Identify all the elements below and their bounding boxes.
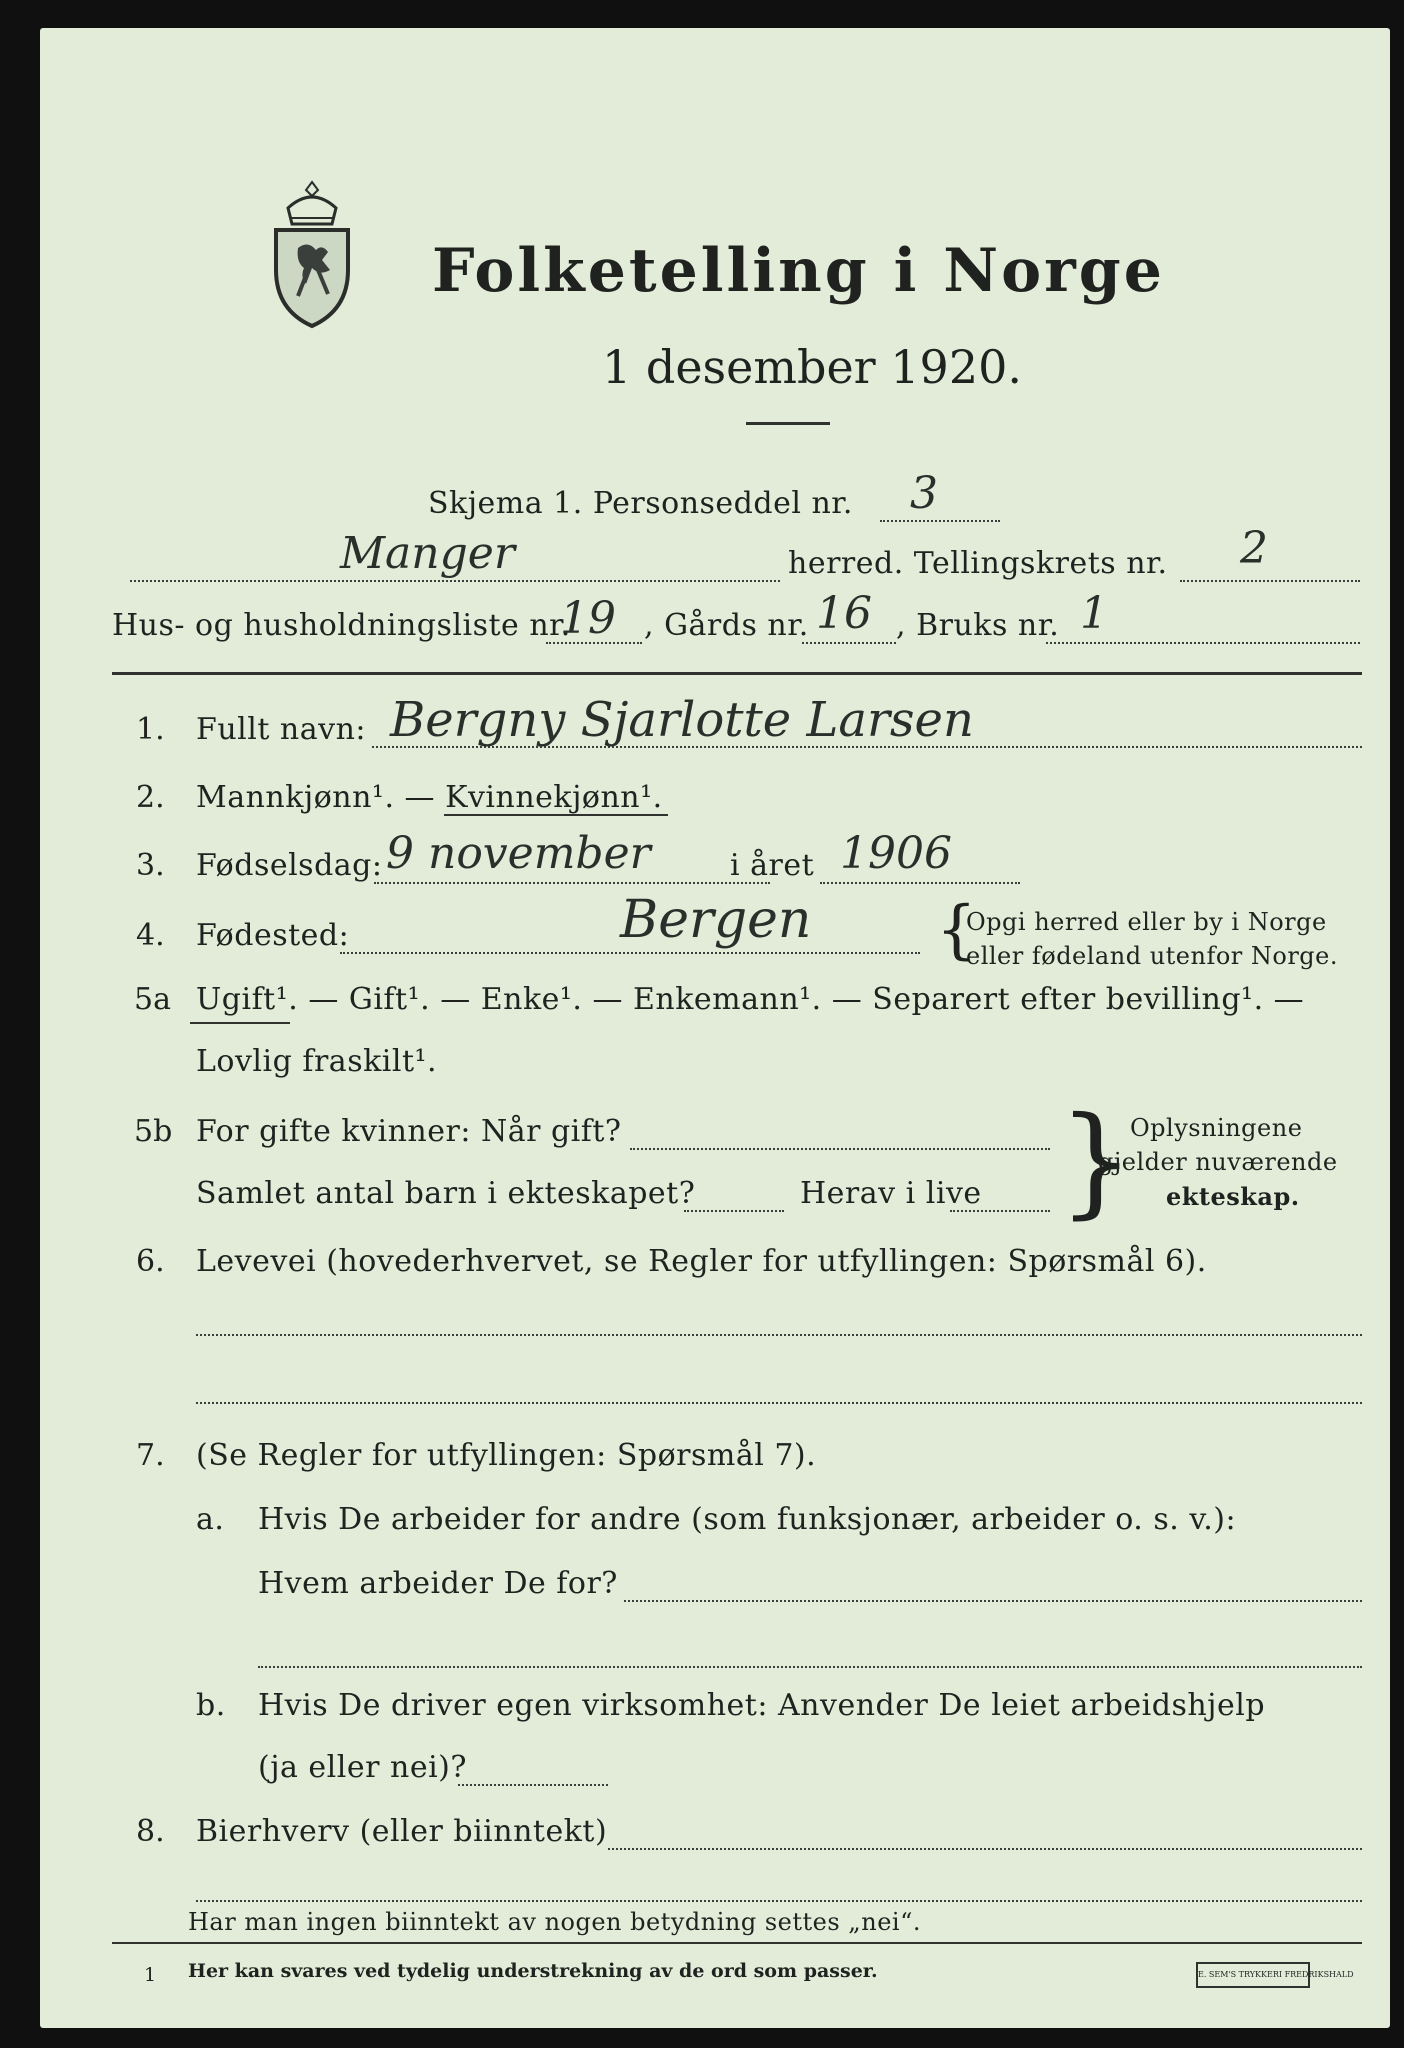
husholdningsliste-label: Hus- og husholdningsliste nr.: [112, 608, 571, 643]
ekteskap-note-3: ekteskap.: [1166, 1182, 1300, 1211]
herred-label: herred. Tellingskrets nr.: [788, 546, 1168, 581]
skjema-label: Skjema 1. Personseddel nr.: [428, 486, 853, 521]
fodested-note-2: eller fødeland utenfor Norge.: [966, 942, 1339, 970]
levevei-line-2: [196, 1402, 1362, 1404]
q7a-line-2: Hvem arbeider De for?: [258, 1566, 618, 1601]
printer-stamp: E. SEM'S TRYKKERI FREDRIKSHALD: [1196, 1962, 1310, 1988]
census-form: Folketelling i Norge 1 desember 1920. Skjema 1. Personseddel nr. 3 Manger herred. Tellingskrets nr. 2 Hus- og husholdningsliste nr. 19 , Gårds nr. 16 , Bruks nr. 1 1. Fullt navn: Bergny Sjarlotte Larsen 2. Mannkjønn¹. — Kvinnekjønn¹. 3. Fødselsdag: 9 november i året 1906 4. Fødested: Bergen { Opgi herred eller by i Norge eller fødeland utenfor Norge. 5a Ugift¹. — Gift¹. — Enke¹. — Enkemann¹. — Separert efter bevilling¹. — Lovlig fraskilt¹. 5b For gifte kvinner: Når gift? Samlet antal barn i ekteskapet? Herav i live } Oplysningene gjelder nuværende ekteskap. 6. Levevei (hovederhvervet, se Regler for utfyllingen: Spørsmål 6). 7. (Se Regler for utfyllingen: Spørsmål 7). a. Hvis De arbeider for andre (som funksjonær, arbeider o. s. v.): Hvem arbeider De for? b. Hvis De driver egen virksomhet: Anvender De leiet arbeidshjelp (ja eller nei)? 8. Bierhverv (eller biinntekt) Har man ingen biinntekt av nogen betydning settes „nei“. 1 Her kan svares ved tydelig understrekning av de ord som passer. E. SEM'S TRYKKERI FREDRIKSHALD: [40, 28, 1390, 2028]
bruks-label: , Bruks nr.: [896, 608, 1060, 643]
fullt-navn-label: Fullt navn:: [196, 712, 367, 747]
ugift-underline: [190, 1022, 290, 1024]
fodselsaar-value: 1906: [840, 828, 952, 879]
antal-barn-label: Samlet antal barn i ekteskapet?: [196, 1176, 696, 1211]
footnote-text: Her kan svares ved tydelig understrekning av de ord som passer.: [188, 1960, 878, 1982]
bierhverv-label: Bierhverv (eller biinntekt): [196, 1814, 608, 1849]
bierhverv-note: Har man ingen biinntekt av nogen betydning settes „nei“.: [188, 1908, 921, 1936]
fodested-value: Bergen: [620, 890, 812, 950]
fodested-label: Fødested:: [196, 918, 350, 953]
levevei-line-1: [196, 1334, 1362, 1336]
sivilstand-options: Ugift¹. — Gift¹. — Enke¹. — Enkemann¹. — Separert efter bevilling¹. —: [196, 982, 1305, 1017]
tellingskrets-number: 2: [1240, 523, 1268, 574]
header-divider: [112, 672, 1362, 675]
kjonn-options: Mannkjønn¹. — Kvinnekjønn¹.: [196, 780, 663, 815]
herav-i-live-label: Herav i live: [800, 1176, 982, 1211]
personseddel-number: 3: [910, 468, 938, 519]
gards-label: , Gårds nr.: [644, 608, 809, 643]
fodselsdag-value: 9 november: [386, 828, 651, 879]
ekteskap-note-1: Oplysningene: [1130, 1114, 1303, 1142]
levevei-label: Levevei (hovederhvervet, se Regler for utfyllingen: Spørsmål 6).: [196, 1244, 1207, 1279]
bruks-number: 1: [1080, 588, 1108, 639]
title-divider: [746, 422, 830, 425]
sivilstand-options-2: Lovlig fraskilt¹.: [196, 1044, 438, 1079]
fodselsdag-label: Fødselsdag:: [196, 848, 383, 883]
ekteskap-note-2: gjelder nuværende: [1098, 1148, 1338, 1176]
husholdningsliste-number: 19: [560, 593, 616, 644]
form-date: 1 desember 1920.: [602, 340, 1022, 394]
q7-label: (Se Regler for utfyllingen: Spørsmål 7).: [196, 1438, 817, 1473]
herred-name: Manger: [340, 528, 515, 579]
footnote-mark: 1: [144, 1964, 157, 1986]
fullt-navn-value: Bergny Sjarlotte Larsen: [390, 692, 974, 748]
kvinnekjonn-underline: [444, 814, 668, 816]
gards-number: 16: [816, 588, 872, 639]
naar-gift-label: For gifte kvinner: Når gift?: [196, 1114, 622, 1149]
q7b-line-1: Hvis De driver egen virksomhet: Anvender De leiet arbeidshjelp: [258, 1688, 1266, 1723]
footnote-divider: [112, 1942, 1362, 1944]
q7a-line-1: Hvis De arbeider for andre (som funksjonær, arbeider o. s. v.):: [258, 1502, 1237, 1537]
form-title: Folketelling i Norge: [432, 236, 1165, 306]
q7b-line-2: (ja eller nei)?: [258, 1750, 467, 1785]
coat-of-arms-icon: [262, 178, 362, 328]
fodested-note-1: Opgi herred eller by i Norge: [966, 908, 1327, 936]
aaret-label: i året: [730, 848, 815, 883]
